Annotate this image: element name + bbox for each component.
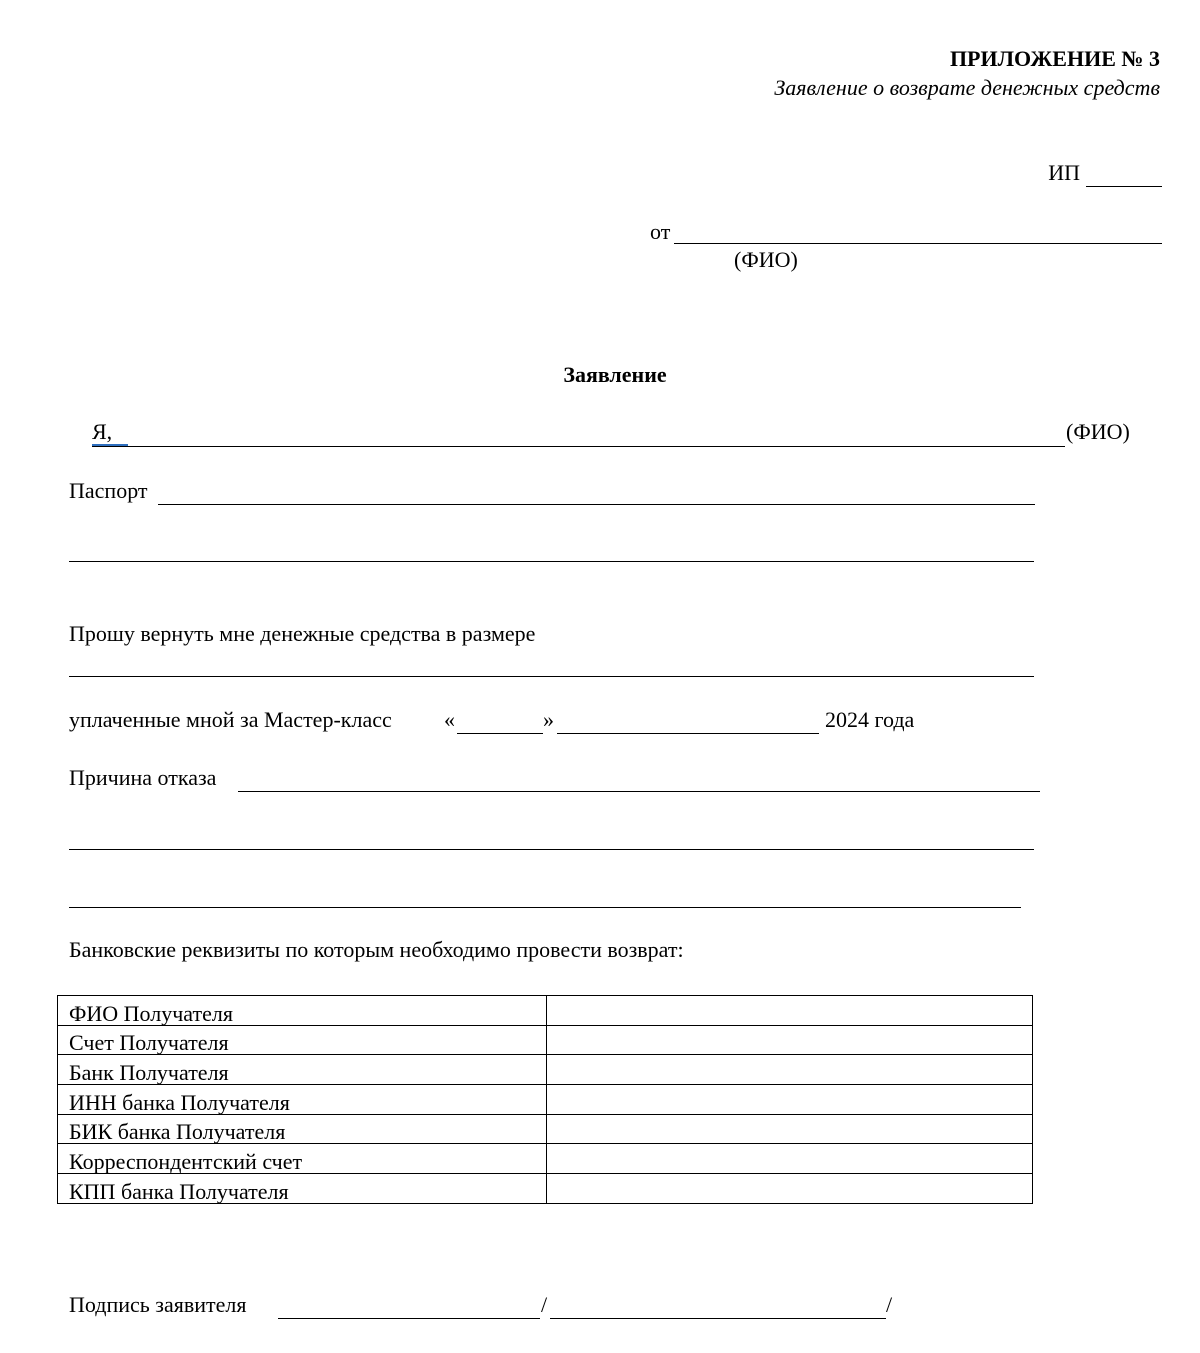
year-text: 2024 года bbox=[825, 707, 915, 732]
appendix-subtitle: Заявление о возврате денежных средств bbox=[774, 75, 1160, 100]
ip-label: ИП bbox=[1048, 160, 1080, 185]
refund-amount-blank-field[interactable] bbox=[69, 676, 1034, 677]
table-row bbox=[58, 996, 1033, 1026]
refusal-reason-label: Причина отказа bbox=[69, 765, 217, 790]
refusal-reason-blank-field-3[interactable] bbox=[69, 907, 1021, 908]
passport-blank-field-continued[interactable] bbox=[69, 561, 1034, 562]
day-blank-field[interactable] bbox=[457, 733, 543, 734]
bank-row-value-field[interactable] bbox=[547, 1025, 1033, 1055]
from-label: от bbox=[650, 219, 671, 244]
bank-row-label: Корреспондентский счет bbox=[58, 1144, 547, 1174]
bank-row-label: КПП банка Получателя bbox=[58, 1174, 547, 1204]
bank-row-value-field[interactable] bbox=[547, 1114, 1033, 1144]
bank-row-label: ИНН банка Получателя bbox=[58, 1085, 547, 1115]
passport-label: Паспорт bbox=[69, 478, 148, 503]
bank-row-label: Счет Получателя bbox=[58, 1025, 547, 1055]
document-title: Заявление bbox=[563, 362, 667, 387]
bank-row-value-field[interactable] bbox=[547, 1085, 1033, 1115]
table-row bbox=[58, 1025, 1033, 1055]
table-row bbox=[58, 1055, 1033, 1085]
ip-blank-field[interactable] bbox=[1086, 186, 1162, 187]
appendix-number: ПРИЛОЖЕНИЕ № 3 bbox=[949, 46, 1160, 71]
bank-row-value-field[interactable] bbox=[547, 996, 1033, 1026]
applicant-fio-hint: (ФИО) bbox=[1066, 419, 1130, 444]
table-row bbox=[58, 1174, 1033, 1204]
table-row bbox=[58, 1085, 1033, 1115]
paid-for-text: уплаченные мной за Мастер-класс bbox=[69, 707, 392, 732]
month-blank-field[interactable] bbox=[557, 733, 819, 734]
applicant-i-label: Я, bbox=[92, 419, 113, 444]
applicant-fio-blank-field[interactable] bbox=[92, 446, 1065, 447]
signature-blank-field[interactable] bbox=[278, 1318, 540, 1319]
signature-separator-end: / bbox=[886, 1292, 893, 1317]
signature-separator: / bbox=[541, 1292, 548, 1317]
refusal-reason-blank-field-2[interactable] bbox=[69, 849, 1034, 850]
bank-row-value-field[interactable] bbox=[547, 1055, 1033, 1085]
bank-details-table bbox=[57, 995, 1033, 1204]
bank-details-heading: Банковские реквизиты по которым необходимо провести возврат: bbox=[69, 937, 684, 962]
bank-row-value-field[interactable] bbox=[547, 1174, 1033, 1204]
passport-blank-field[interactable] bbox=[158, 504, 1035, 505]
bank-row-label: БИК банка Получателя bbox=[58, 1114, 547, 1144]
signature-name-blank-field[interactable] bbox=[550, 1318, 886, 1319]
from-fio-blank-field[interactable] bbox=[674, 243, 1162, 244]
quote-close: » bbox=[543, 707, 554, 732]
signature-label: Подпись заявителя bbox=[69, 1292, 247, 1317]
quote-open: « bbox=[444, 707, 455, 732]
refund-request-text: Прошу вернуть мне денежные средства в размере bbox=[69, 621, 536, 646]
bank-row-label: Банк Получателя bbox=[58, 1055, 547, 1085]
bank-row-value-field[interactable] bbox=[547, 1144, 1033, 1174]
from-fio-hint: (ФИО) bbox=[734, 247, 798, 272]
bank-row-label: ФИО Получателя bbox=[58, 996, 547, 1026]
table-row bbox=[58, 1114, 1033, 1144]
refusal-reason-blank-field[interactable] bbox=[238, 791, 1040, 792]
table-row bbox=[58, 1144, 1033, 1174]
